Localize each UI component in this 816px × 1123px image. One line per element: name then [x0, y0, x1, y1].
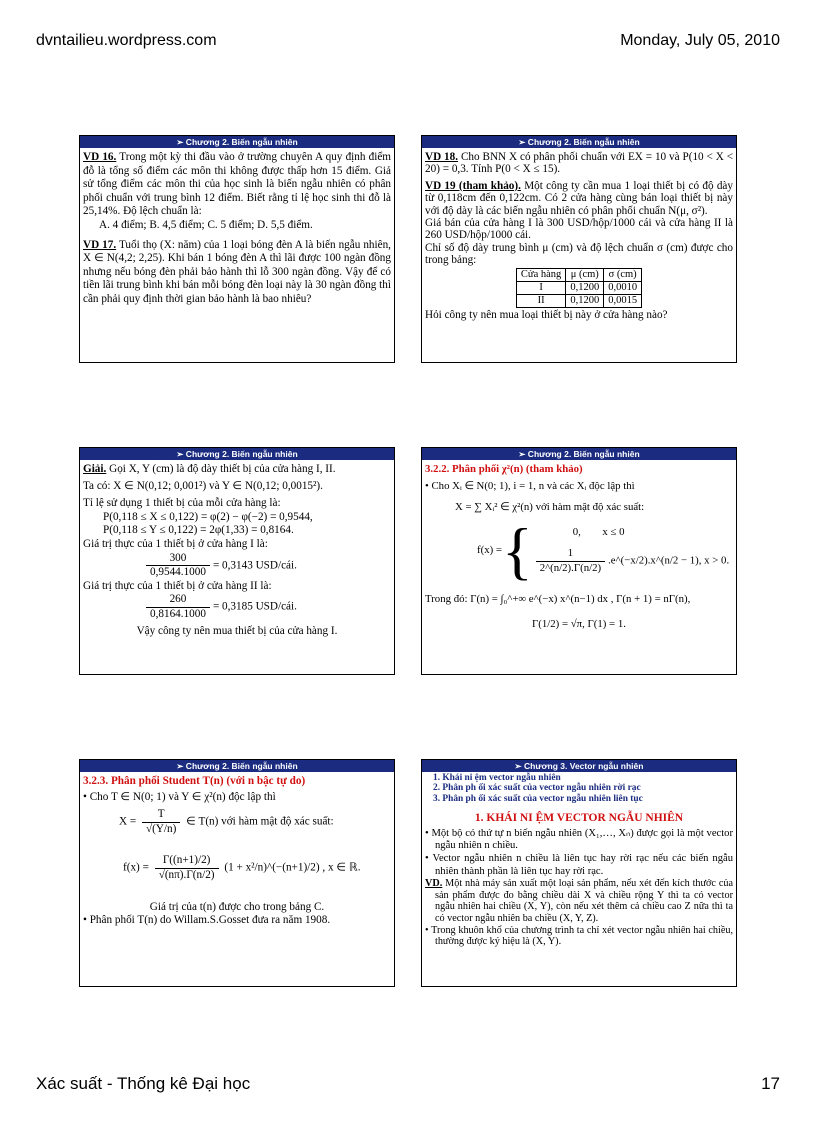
toc-item: 3. Phân ph ối xác suất của vector ngẫu nhiên liên tục — [433, 793, 643, 804]
slide-title-bar: ➢ Chương 2. Biến ngẫu nhiên — [80, 136, 394, 148]
example-paragraph — [425, 878, 733, 924]
slide-title-bar: ➢ Chương 2. Biến ngẫu nhiên — [80, 760, 394, 772]
value-store-1-line: Giá trị thực của 1 thiết bị ở cửa hàng I là: — [83, 537, 268, 550]
page-number: 17 — [761, 1074, 780, 1093]
fraction-denominator: 2^(n/2).Γ(n/2) — [539, 562, 602, 575]
fraction-result: = 0,3143 USD/cái. — [212, 559, 297, 572]
vd17-text: Tuổi thọ (X: năm) của 1 loại bóng đèn A là biến ngẫu nhiên, X ∈ N(4,2; 2,25). Khi bán 1 bóng đèn A thì lãi được 100 ngàn đồng nhưng nếu bóng đèn phải bảo hành thì lỗ 300 ngàn đồng. Vậy để có tiền lãi trung bình khi bán mỗi bóng đèn loại này là 30 ngàn đồng thì cần phải quy định thời gian bảo hành là bao nhiêu? — [83, 238, 391, 305]
slide-title-bar: ➢ Chương 2. Biến ngẫu nhiên — [422, 448, 736, 460]
slide-solution — [79, 447, 395, 675]
table-cell: 0,1200 — [566, 281, 604, 294]
vd19-label: VD 19 (tham khảo). — [425, 179, 521, 192]
student-definition — [83, 808, 391, 836]
slide-title-bar: ➢ Chương 2. Biến ngẫu nhiên — [422, 136, 736, 148]
chapter-toc — [425, 773, 733, 804]
fx-label: f(x) = — [123, 862, 149, 875]
chi-square-condition: • Cho Xᵢ ∈ N(0; 1), i = 1, n và các Xᵢ độc lập thì — [425, 479, 635, 492]
toc-item: 1. Khái ni ệm vector ngẫu nhiên — [433, 773, 561, 783]
fraction-numerator: 1 — [536, 547, 605, 562]
example-text: Một nhà máy sản xuất một loại sản phẩm, nếu xét đến kích thước của sản phẩm được đo bằng chiều dài X và chiều rộng Y thì ta có vector ngẫu nhiên hai chiều (X, Y), còn nếu xét thêm cả chiều cao Z nữa thì ta có vector ngẫu nhiên ba chiều (X, Y, Z). — [435, 878, 733, 924]
usage-rate-line: Tỉ lệ sử dụng 1 thiết bị của mỗi cửa hàng là: — [83, 497, 281, 510]
slide-title-bar: ➢ Chương 3. Vector ngẫu nhiên — [422, 760, 736, 772]
vd17-label: VD 17. — [83, 238, 117, 251]
fraction-denominator: 0,8164.1000 — [150, 607, 206, 620]
fraction-numerator: T — [142, 808, 180, 823]
fraction-result: = 0,3185 USD/cái. — [212, 601, 297, 614]
vd19-text: Một công ty cần mua 1 loại thiết bị có độ dày từ 0,118cm đến 0,122cm. Có 2 cửa hàng cùng bán loại thiết bị này với độ dày là các biến ngẫu nhiên có phân phối chuẩn N(μ, σ²). — [425, 179, 733, 217]
table-row — [516, 281, 641, 294]
fraction — [142, 808, 180, 836]
fraction — [146, 593, 210, 621]
probability-x: P(0,118 ≤ X ≤ 0,122) = φ(2) − φ(−2) = 0,9544, — [103, 510, 313, 523]
gamma-definition — [425, 593, 733, 607]
fx-label: f(x) = — [477, 543, 502, 556]
chi-square-sum: X = ∑ Xᵢ² ∈ χ²(n) — [455, 501, 533, 514]
vd16-paragraph — [83, 151, 391, 219]
fraction — [146, 552, 210, 580]
x-rhs: ∈ T(n) với hàm mật độ xác suất: — [186, 815, 334, 828]
fx-rhs: (1 + x²/n)^(−(n+1)/2) , x ∈ ℝ. — [224, 862, 361, 875]
vd18-text: Cho BNN X có phân phối chuẩn với EX = 10 và P(10 < X < 20) = 0,3. Tính P(0 < X ≤ 15). — [425, 151, 734, 176]
slide-vd18-vd19 — [421, 135, 737, 363]
slide-chi-square — [421, 447, 737, 675]
section-title: 3.2.2. Phân phối χ²(n) (tham khảo) — [425, 463, 583, 475]
thickness-table — [516, 268, 642, 308]
slide-student — [79, 759, 395, 987]
slide-random-vector — [421, 759, 737, 987]
fraction — [155, 854, 219, 882]
density-cases — [533, 526, 729, 576]
chi-square-definition — [425, 501, 733, 515]
value-store-2-line: Giá trị thực của 1 thiết bị ở cửa hàng II là: — [83, 579, 272, 592]
bullet-definition: • Một bộ có thứ tự n biến ngẫu nhiên (X₁,…, Xₙ) được gọi là một vector ngẫu nhiên n chiều. — [425, 827, 733, 852]
toc-item: 2. Phân ph ối xác suất của vector ngẫu nhiên rời rạc — [433, 783, 641, 794]
bullet-continuity: • Vector ngẫu nhiên n chiều là liên tục hay rời rạc nếu các biến ngẫu nhiên thành phần là liên tục hay rời rạc. — [425, 853, 733, 877]
chi-square-density-label: với hàm mật độ xác suất: — [535, 501, 645, 514]
gosset-note: • Phân phối T(n) do Willam.S.Gosset đưa ra năm 1908. — [83, 914, 331, 927]
solution-label: Giải. — [83, 463, 107, 475]
conclusion: Vậy công ty nên mua thiết bị của cửa hàng I. — [136, 624, 338, 637]
gamma-values: Γ(1/2) = √π, Γ(1) = 1. — [532, 618, 626, 631]
brace-symbol: { — [501, 514, 533, 586]
vd16-text: Trong một kỳ thi đầu vào ở trường chuyên A quy định điểm đỗ là tổng số điểm các môn thi không được thấp hơn 15 điểm. Giả sử tổng điểm các môn thi của học sinh là biến ngẫu nhiên có phân phối chuẩn với trung bình 12 điểm. Biết rằng tỉ lệ học sinh thi đỗ là 25,14%. Độ lệch chuẩn là: — [83, 151, 391, 218]
table-cell: II — [516, 294, 565, 307]
vd19-paragraph — [425, 180, 733, 217]
density-case-positive — [533, 547, 729, 575]
fraction-denominator: √(nπ).Γ(n/2) — [158, 868, 215, 881]
vd16-label: VD 16. — [83, 151, 117, 163]
solution-intro — [83, 463, 391, 477]
probability-y: P(0,118 ≤ Y ≤ 0,122) = 2φ(1,33) = 0,8164. — [103, 524, 294, 537]
gamma-formula: Γ(n) = ∫₀^+∞ e^(−x) x^(n−1) dx , Γ(n + 1) = nΓ(n), — [470, 592, 691, 605]
vd18-label: VD 18. — [425, 151, 459, 163]
table-reference: Giá trị của t(n) được cho trong bảng C. — [149, 900, 325, 913]
bullet-scope: • Trong khuôn khổ của chương trình ta chỉ xét vector ngẫu nhiên hai chiều, thường được ký hiệu là (X, Y). — [425, 924, 733, 948]
fraction-numerator: 300 — [146, 552, 210, 567]
gamma-lead: Trong đó: — [425, 592, 468, 605]
fraction — [536, 547, 605, 575]
x-lhs: X = — [119, 815, 137, 828]
slide-title-bar: ➢ Chương 2. Biến ngẫu nhiên — [80, 448, 394, 460]
footer-title: Xác suất - Thống kê Đại học — [36, 1074, 251, 1093]
fraction-denominator: 0,9544.1000 — [150, 566, 206, 579]
table-cell: 0,0015 — [604, 294, 642, 307]
param-text: Chỉ số độ dày trung bình μ (cm) và độ lệch chuẩn σ (cm) được cho trong bảng: — [425, 241, 733, 267]
header-date: Monday, July 05, 2010 — [620, 32, 780, 49]
table-row — [516, 294, 641, 307]
value-store-2-formula — [83, 593, 391, 621]
fraction-denominator: √(Y/n) — [145, 822, 177, 835]
density-tail: .e^(−x/2).x^(n/2 − 1), x > 0. — [608, 555, 730, 568]
table-header: μ (cm) — [566, 268, 604, 281]
section-heading: 1. KHÁI NI ỆM VECTOR NGẪU NHIÊN — [474, 812, 684, 825]
student-density — [83, 854, 391, 882]
table-header-row — [516, 268, 641, 281]
student-condition: • Cho T ∈ N(0; 1) và Y ∈ χ²(n) độc lập thì — [83, 790, 276, 803]
distribution-line: Ta có: X ∈ N(0,12; 0,001²) và Y ∈ N(0,12; 0,0015²). — [83, 479, 323, 492]
density-function — [425, 514, 733, 586]
table-header: Cửa hàng — [516, 268, 565, 281]
section-title: 3.2.3. Phân phối Student T(n) (với n bậc tự do) — [83, 775, 306, 787]
density-case-zero: 0, x ≤ 0 — [572, 525, 625, 538]
example-label: VD. — [425, 878, 443, 890]
table-cell: I — [516, 281, 565, 294]
vd16-options: A. 4 điểm; B. 4,5 điểm; C. 5 điểm; D. 5,5 điểm. — [99, 218, 313, 231]
price-text: Giá bán của cửa hàng I là 300 USD/hộp/1000 cái và cửa hàng II là 260 USD/hộp/1000 cái. — [425, 217, 733, 242]
vd17-paragraph — [83, 239, 391, 307]
table-cell: 0,1200 — [566, 294, 604, 307]
fraction-numerator: 260 — [146, 593, 210, 608]
question: Hỏi công ty nên mua loại thiết bị này ở cửa hàng nào? — [425, 308, 668, 321]
solution-text: Gọi X, Y (cm) là độ dày thiết bị của cửa hàng I, II. — [109, 463, 336, 475]
value-store-1-formula — [83, 552, 391, 580]
table-header: σ (cm) — [604, 268, 642, 281]
header-site: dvntailieu.wordpress.com — [36, 32, 217, 49]
vd18-paragraph — [425, 151, 733, 176]
slide-vd16-vd17 — [79, 135, 395, 363]
fraction-numerator: Γ((n+1)/2) — [155, 854, 219, 869]
table-cell: 0,0010 — [604, 281, 642, 294]
